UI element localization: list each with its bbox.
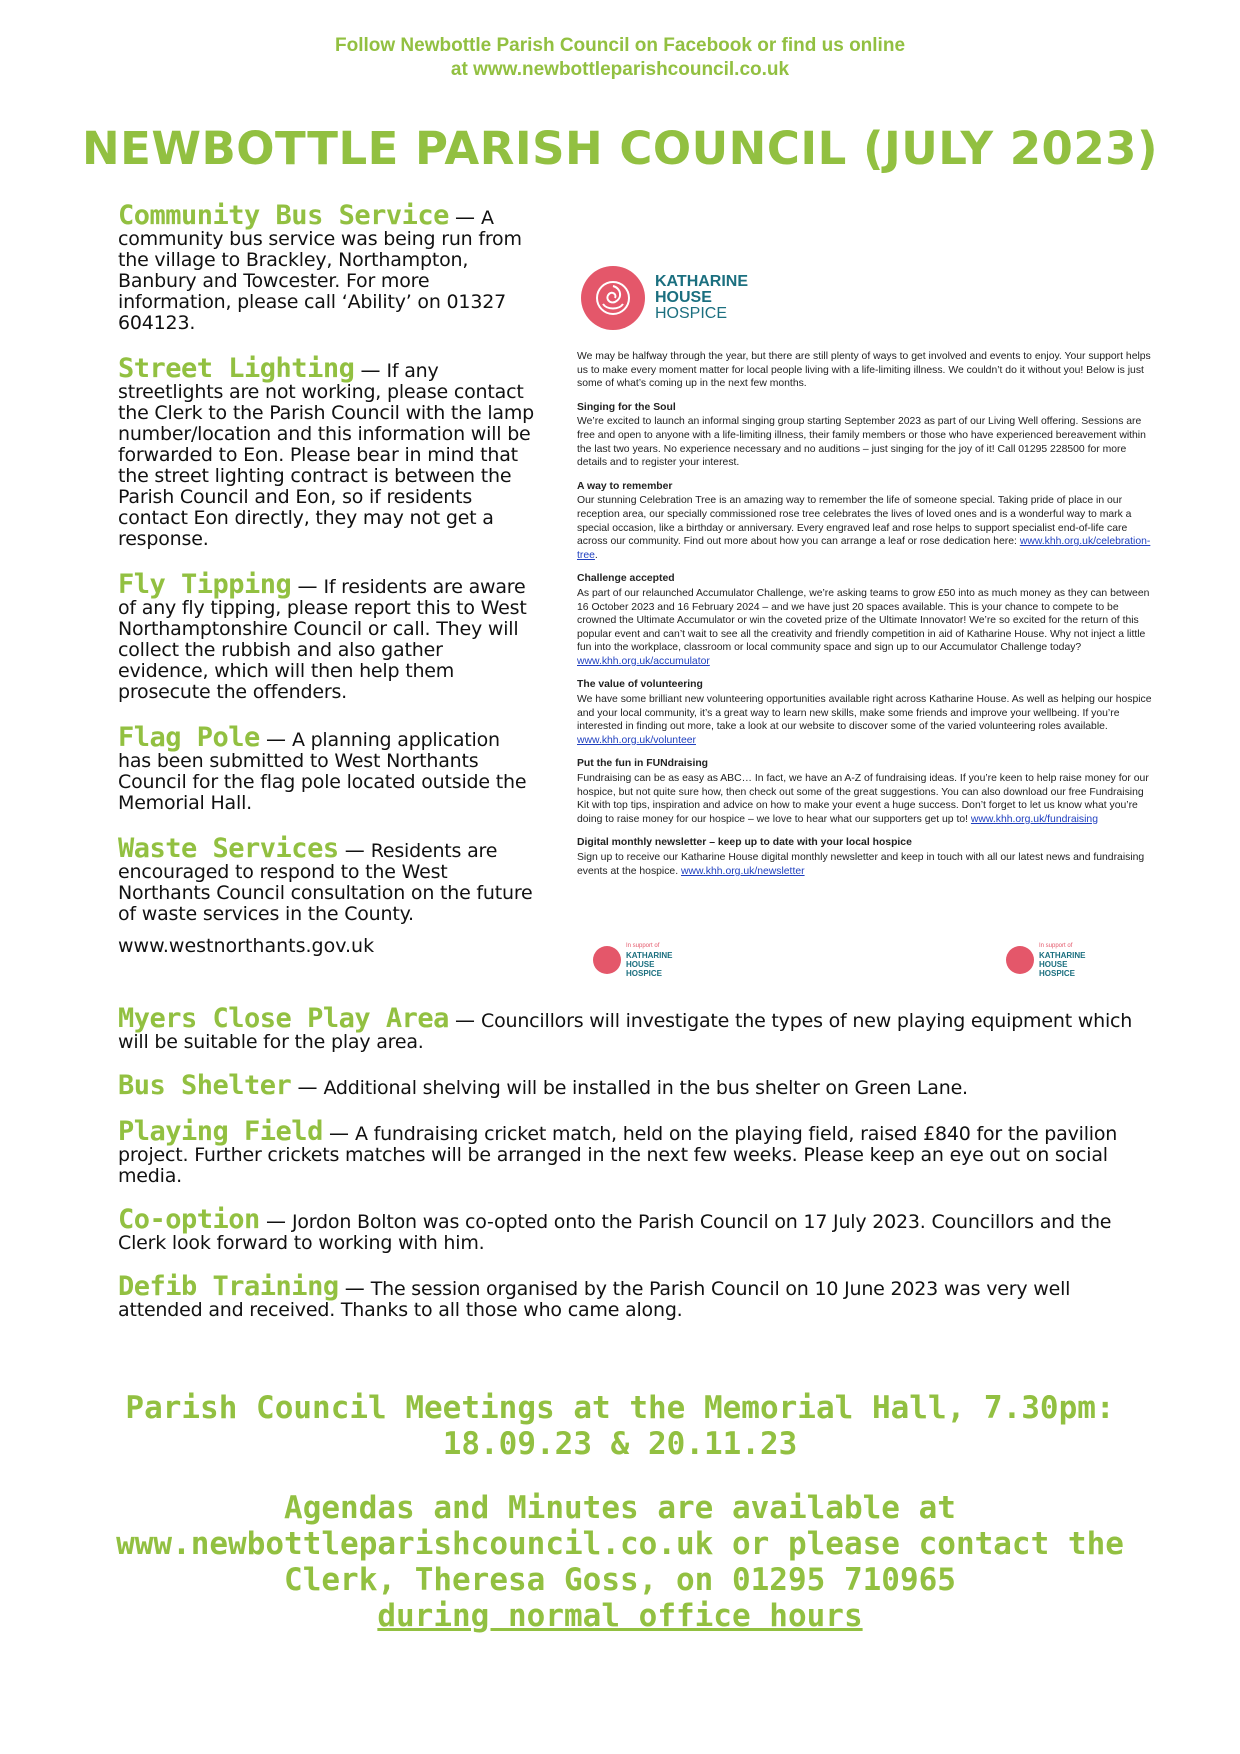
item-heading: Playing Field <box>118 1116 323 1147</box>
item-co-option: Co-option — Jordon Bolton was co-opted onto the Parish Council on 17 July 2023. Councillors and the Clerk look forward to working with him. <box>118 1204 1112 1254</box>
item-bus-shelter: Bus Shelter — Additional shelving will be installed in the bus shelter on Green Lane. <box>118 1070 968 1101</box>
full-width-items <box>118 1003 1138 1345</box>
item-heading: Street Lighting <box>118 353 355 384</box>
accumulator-link[interactable]: www.khh.org.uk/accumulator <box>577 655 710 667</box>
waste-url[interactable]: www.westnorthants.gov.uk <box>118 935 375 957</box>
item-heading: Myers Close Play Area <box>118 1003 449 1034</box>
fundraising-link[interactable]: www.khh.org.uk/fundraising <box>970 813 1098 825</box>
item-heading: Co-option <box>118 1204 260 1235</box>
rose-icon <box>593 946 621 974</box>
hospice-wordmark: KATHARINE HOUSE HOSPICE <box>655 273 749 322</box>
hospice-section: Challenge accepted As part of our relaunched Accumulator Challenge, we’re asking teams to grow £50 into as much money as they can between 16 October 2023 and 16 February 2024 – and we have just 20 spaces available. This is your chance to compete to be crowned the Ultimate Accumulator or win the coveted prize of the Ultimate Innovator! We’re so excited for the return of this popular event and can’t wait to see all the creativity and friendly competition in aid of Katharine House. Why not inject a little fun into the workplace, classroom or local community space and sign up to our Accumulator Challenge today? www.khh.org.uk/accumulator <box>577 573 1150 667</box>
item-playing-field: Playing Field — A fundraising cricket match, held on the playing field, raised £840 for the pavilion project. Further crickets matches will be arranged in the next few weeks. Please keep an eye out on social media. <box>118 1116 1118 1187</box>
small-hospice-logo-left: In support of KATHARINE HOUSE HOSPICE <box>593 942 673 978</box>
hospice-flyer <box>571 252 1155 1000</box>
small-hospice-logo-right: In support of KATHARINE HOUSE HOSPICE <box>1006 942 1086 978</box>
hospice-section: Singing for the Soul We’re excited to launch an informal singing group starting September 2023 as part of our Living Well offering. Sessions are free and open to anyone with a life-limiting illness, their family members or those who have experienced bereavement within the last two years. No experience necessary and no auditions – just singing for the joy of it! Call 01295 228500 for more details and to register your interest. <box>577 401 1146 469</box>
item-heading: Defib Training <box>118 1271 339 1302</box>
item-flag-pole: Flag Pole — A planning application has been submitted to West Northants Council for the flag pole located outside the Memorial Hall. <box>118 722 527 814</box>
item-community-bus: Community Bus Service — A community bus service was being run from the village to Brackley, Northampton, Banbury and Towcester. For more information, please call ‘Ability’ on 01327 604123. <box>118 200 522 334</box>
follow-notice <box>0 34 1240 82</box>
volunteer-link[interactable]: www.khh.org.uk/volunteer <box>577 734 696 746</box>
item-heading: Fly Tipping <box>118 569 292 600</box>
hospice-text <box>577 350 1152 878</box>
item-fly-tipping: Fly Tipping — If residents are aware of any fly tipping, please report this to West Northamptonshire Council or call. They will collect the rubbish and also gather evidence, which will then help them prosecute the offenders. <box>118 569 527 703</box>
item-body: If residents are aware of any fly tipping, please report this to West Northamptonshire Council or call. They will collect the rubbish and also gather evidence, which will then help them prosecute the offenders. <box>118 576 527 703</box>
follow-line-1: Follow Newbottle Parish Council on Facebook or find us online <box>334 35 906 56</box>
item-street-lighting: Street Lighting — If any streetlights are not working, please contact the Clerk to the Parish Council with the lamp number/location and this information will be forwarded to Eon. Please bear in mind that the street lighting contract is between the Parish Council and Eon, so if residents contact Eon directly, they may not get a response. <box>118 353 535 550</box>
item-heading: Community Bus Service <box>118 200 449 231</box>
left-column <box>118 200 538 957</box>
item-heading: Flag Pole <box>118 722 260 753</box>
hospice-logo <box>581 266 1155 330</box>
item-waste-services: Waste Services — Residents are encouraged to respond to the West Northants Council consultation on the future of waste services in the County. <box>118 833 533 925</box>
item-body: Additional shelving will be installed in the bus shelter on Green Lane. <box>323 1077 968 1099</box>
meetings-notice: Parish Council Meetings at the Memorial Hall, 7.30pm: 18.09.23 & 20.11.23 <box>125 1390 1115 1462</box>
hospice-section: Put the fun in FUNdraising Fundraising can be as easy as ABC… In fact, we have an A-Z of fundraising ideas. If you’re keen to help raise money for our hospice, but not quite sure how, then check out some of the great suggestions. You can also download our free Fundraising Kit with top tips, inspiration and advice on how to make your event a huge success. Don’t forget to let us know what you’re doing to raise money for our hospice – we love to hear what our supporters get up to! www.khh.org.uk/fundraising <box>577 758 1149 825</box>
celebration-tree-link[interactable]: www.khh.org.uk/celebration-tree <box>577 536 1151 561</box>
item-heading: Bus Shelter <box>118 1070 292 1101</box>
item-body: A planning application has been submitted to West Northants Council for the flag pole located outside the Memorial Hall. <box>118 729 527 814</box>
hospice-section: The value of volunteering We have some brilliant new volunteering opportunities available right across Katharine House. As well as helping our hospice and your local community, it’s a great way to learn new skills, make some friends and improve your wellbeing. If you’re interested in finding out more, take a look at our website to discover some of the varied volunteering roles available. www.khh.org.uk/volunteer <box>577 679 1152 746</box>
item-body: If any streetlights are not working, please contact the Clerk to the Parish Council with the lamp number/location and this information will be forwarded to Eon. Please bear in mind that the street lighting contract is between the Parish Council and Eon, so if residents contact Eon directly, they may not get a response. <box>118 360 535 550</box>
agendas-notice: Agendas and Minutes are available at www.newbottleparishcouncil.co.uk or please contact the Clerk, Theresa Goss, on 01295 710965 during normal office hours <box>116 1490 1124 1634</box>
page-title: NEWBOTTLE PARISH COUNCIL (JULY 2023) <box>81 122 1159 175</box>
item-heading: Waste Services <box>118 833 339 864</box>
rose-icon <box>1006 946 1034 974</box>
item-body: Councillors will investigate the types of new playing equipment which will be suitable for the play area. <box>118 1010 1133 1053</box>
hospice-section: A way to remember Our stunning Celebration Tree is an amazing way to remember the life of someone special. Taking pride of place in our reception area, our specially commissioned rose tree celebrates the lives of loved ones and is a wonderful way to mark a special occasion, like a birthday or anniversary. Every engraved leaf and rose helps to support specialist end-of-life care across our community. Find out more about how you can arrange a leaf or rose dedication here: www.khh.org.uk/celebration-tree. <box>577 480 1151 561</box>
hospice-footer-logos <box>571 932 1155 1000</box>
item-defib-training: Defib Training — The session organised by the Parish Council on 10 June 2023 was very well attended and received. Thanks to all those who came along. <box>118 1271 1071 1321</box>
item-body: A fundraising cricket match, held on the playing field, raised £840 for the pavilion project. Further crickets matches will be arranged in the next few weeks. Please keep an eye out on social media. <box>118 1123 1118 1187</box>
rose-icon <box>581 266 645 330</box>
item-body: The session organised by the Parish Council on 10 June 2023 was very well attended and received. Thanks to all those who came along. <box>118 1278 1071 1321</box>
hospice-section: Digital monthly newsletter – keep up to date with your local hospice Sign up to receive our Katharine House digital monthly newsletter and keep in touch with all our latest news and fundraising events at the hospice. www.khh.org.uk/newsletter <box>577 837 1145 877</box>
item-body: A community bus service was being run from the village to Brackley, Northampton, Banbury and Towcester. For more information, please call ‘Ability’ on 01327 604123. <box>118 207 522 334</box>
follow-line-2: at www.newbottleparishcouncil.co.uk <box>450 59 790 80</box>
item-body: Residents are encouraged to respond to the West Northants Council consultation on the future of waste services in the County. <box>118 840 533 925</box>
hospice-intro: We may be halfway through the year, but there are still plenty of ways to get involved and events to enjoy. Your support helps us to make every moment matter for local people living with a life-limiting illness. We couldn’t do it without you! Below is just some of what’s coming up in the next few months. <box>577 351 1151 390</box>
item-myers-close: Myers Close Play Area — Councillors will investigate the types of new playing equipment which will be suitable for the play area. <box>118 1003 1133 1053</box>
item-body: Jordon Bolton was co-opted onto the Parish Council on 17 July 2023. Councillors and the Clerk look forward to working with him. <box>118 1211 1112 1254</box>
newsletter-link[interactable]: www.khh.org.uk/newsletter <box>680 865 805 877</box>
